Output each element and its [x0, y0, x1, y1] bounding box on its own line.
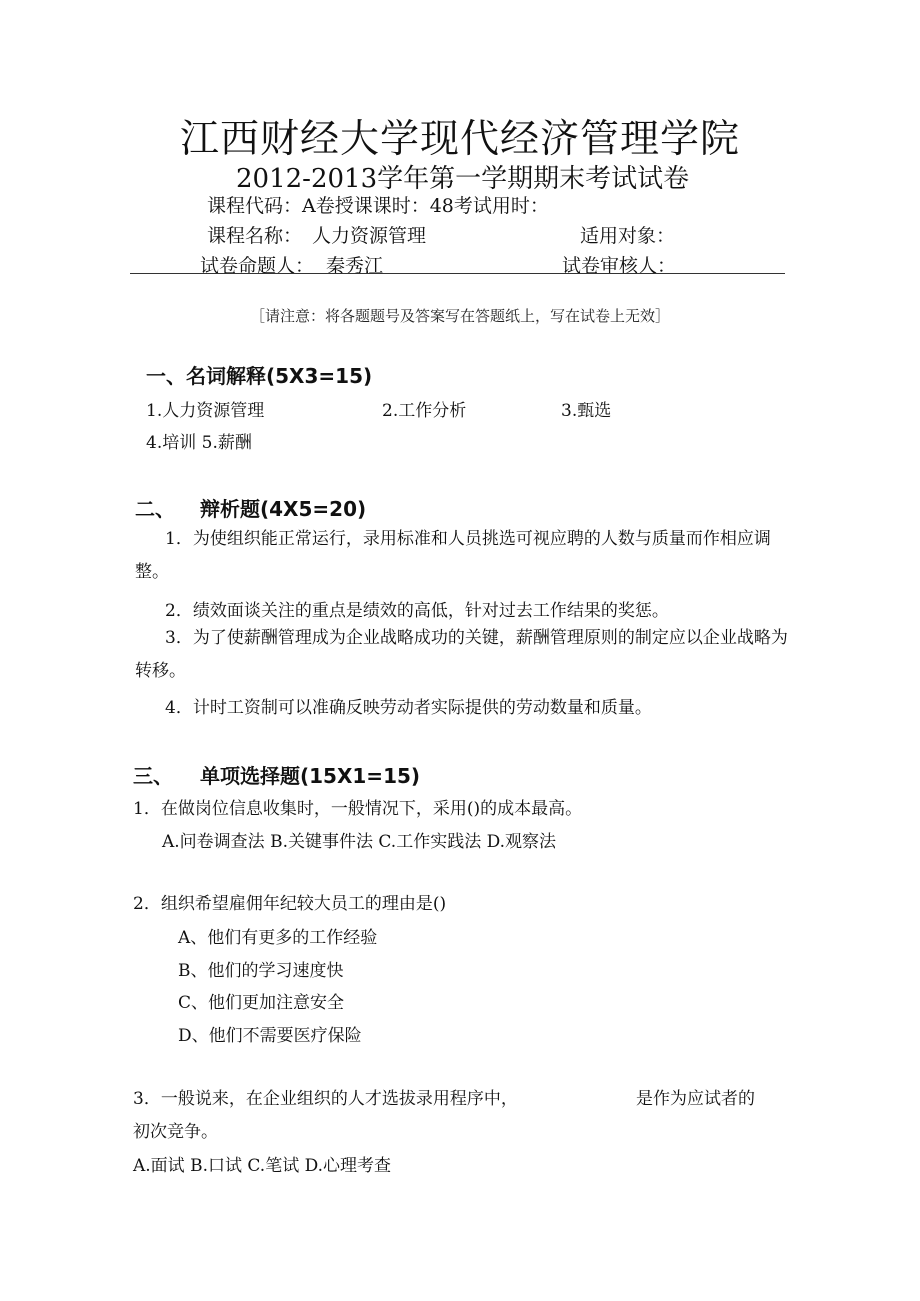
reviewer-label: 试卷审核人： [562, 255, 677, 277]
target-label: 适用对象： [580, 225, 676, 247]
section3-title: 单项选择题(15X1=15) [200, 764, 421, 788]
author-label: 试卷命题人： [200, 255, 315, 277]
choice-question-3-options: A.面试 B.口试 C.笔试 D.心理考查 [133, 1156, 392, 1176]
judge-question-3: 3．为了使薪酬管理成为企业战略成功的关键，薪酬管理原则的制定应以企业战略为转移。 [135, 628, 788, 681]
course-code-row: 课程代码：A卷授课课时：48考试用时： [207, 195, 549, 217]
choice-option: B、他们的学习速度快 [178, 961, 344, 981]
judge-question-4: 4．计时工资制可以准确反映劳动者实际提供的劳动数量和质量。 [165, 698, 652, 718]
section2-number: 二、 [135, 497, 175, 521]
section2-title: 辩析题(4X5=20) [200, 497, 367, 521]
choice-option: D、他们不需要医疗保险 [178, 1026, 362, 1046]
choice-option: A、他们有更多的工作经验 [178, 928, 378, 948]
term-item: 4.培训 5.薪酬 [146, 433, 252, 453]
section1-title: 一、名词解释(5X3=15) [146, 364, 373, 388]
choice-question-3-cont: 初次竞争。 [133, 1122, 218, 1142]
section3-number: 三、 [133, 764, 173, 788]
judge-question-1: 1．为使组织能正常运行，录用标准和人员挑选可视应聘的人数与质量而作相应调整。 [135, 529, 771, 582]
author-name: 秦秀江 [326, 255, 384, 277]
choice-question-3-tail: 是作为应试者的 [636, 1089, 755, 1109]
course-name: 人力资源管理 [312, 225, 427, 247]
choice-question-3: 3．一般说来，在企业组织的人才选拔录用程序中， [133, 1089, 518, 1109]
choice-option: C、他们更加注意安全 [178, 993, 345, 1013]
header-divider [130, 273, 785, 274]
term-item: 1.人力资源管理 [146, 401, 265, 421]
answer-notice: ［请注意：将各题题号及答案写在答题纸上，写在试卷上无效］ [249, 307, 670, 325]
exam-title: 2012-2013学年第一学期期末考试试卷 [236, 164, 690, 194]
school-title: 江西财经大学现代经济管理学院 [179, 117, 740, 162]
choice-question-1: 1．在做岗位信息收集时，一般情况下，采用()的成本最高。 [133, 799, 583, 819]
judge-question-2: 2．绩效面谈关注的重点是绩效的高低，针对过去工作结果的奖惩。 [165, 601, 669, 621]
course-name-label: 课程名称： [207, 225, 303, 247]
term-item: 2.工作分析 [382, 401, 467, 421]
choice-question-2: 2．组织希望雇佣年纪较大员工的理由是() [133, 894, 447, 914]
term-item: 3.甄选 [561, 401, 612, 421]
choice-question-1-options: A.问卷调查法 B.关键事件法 C.工作实践法 D.观察法 [162, 832, 557, 852]
